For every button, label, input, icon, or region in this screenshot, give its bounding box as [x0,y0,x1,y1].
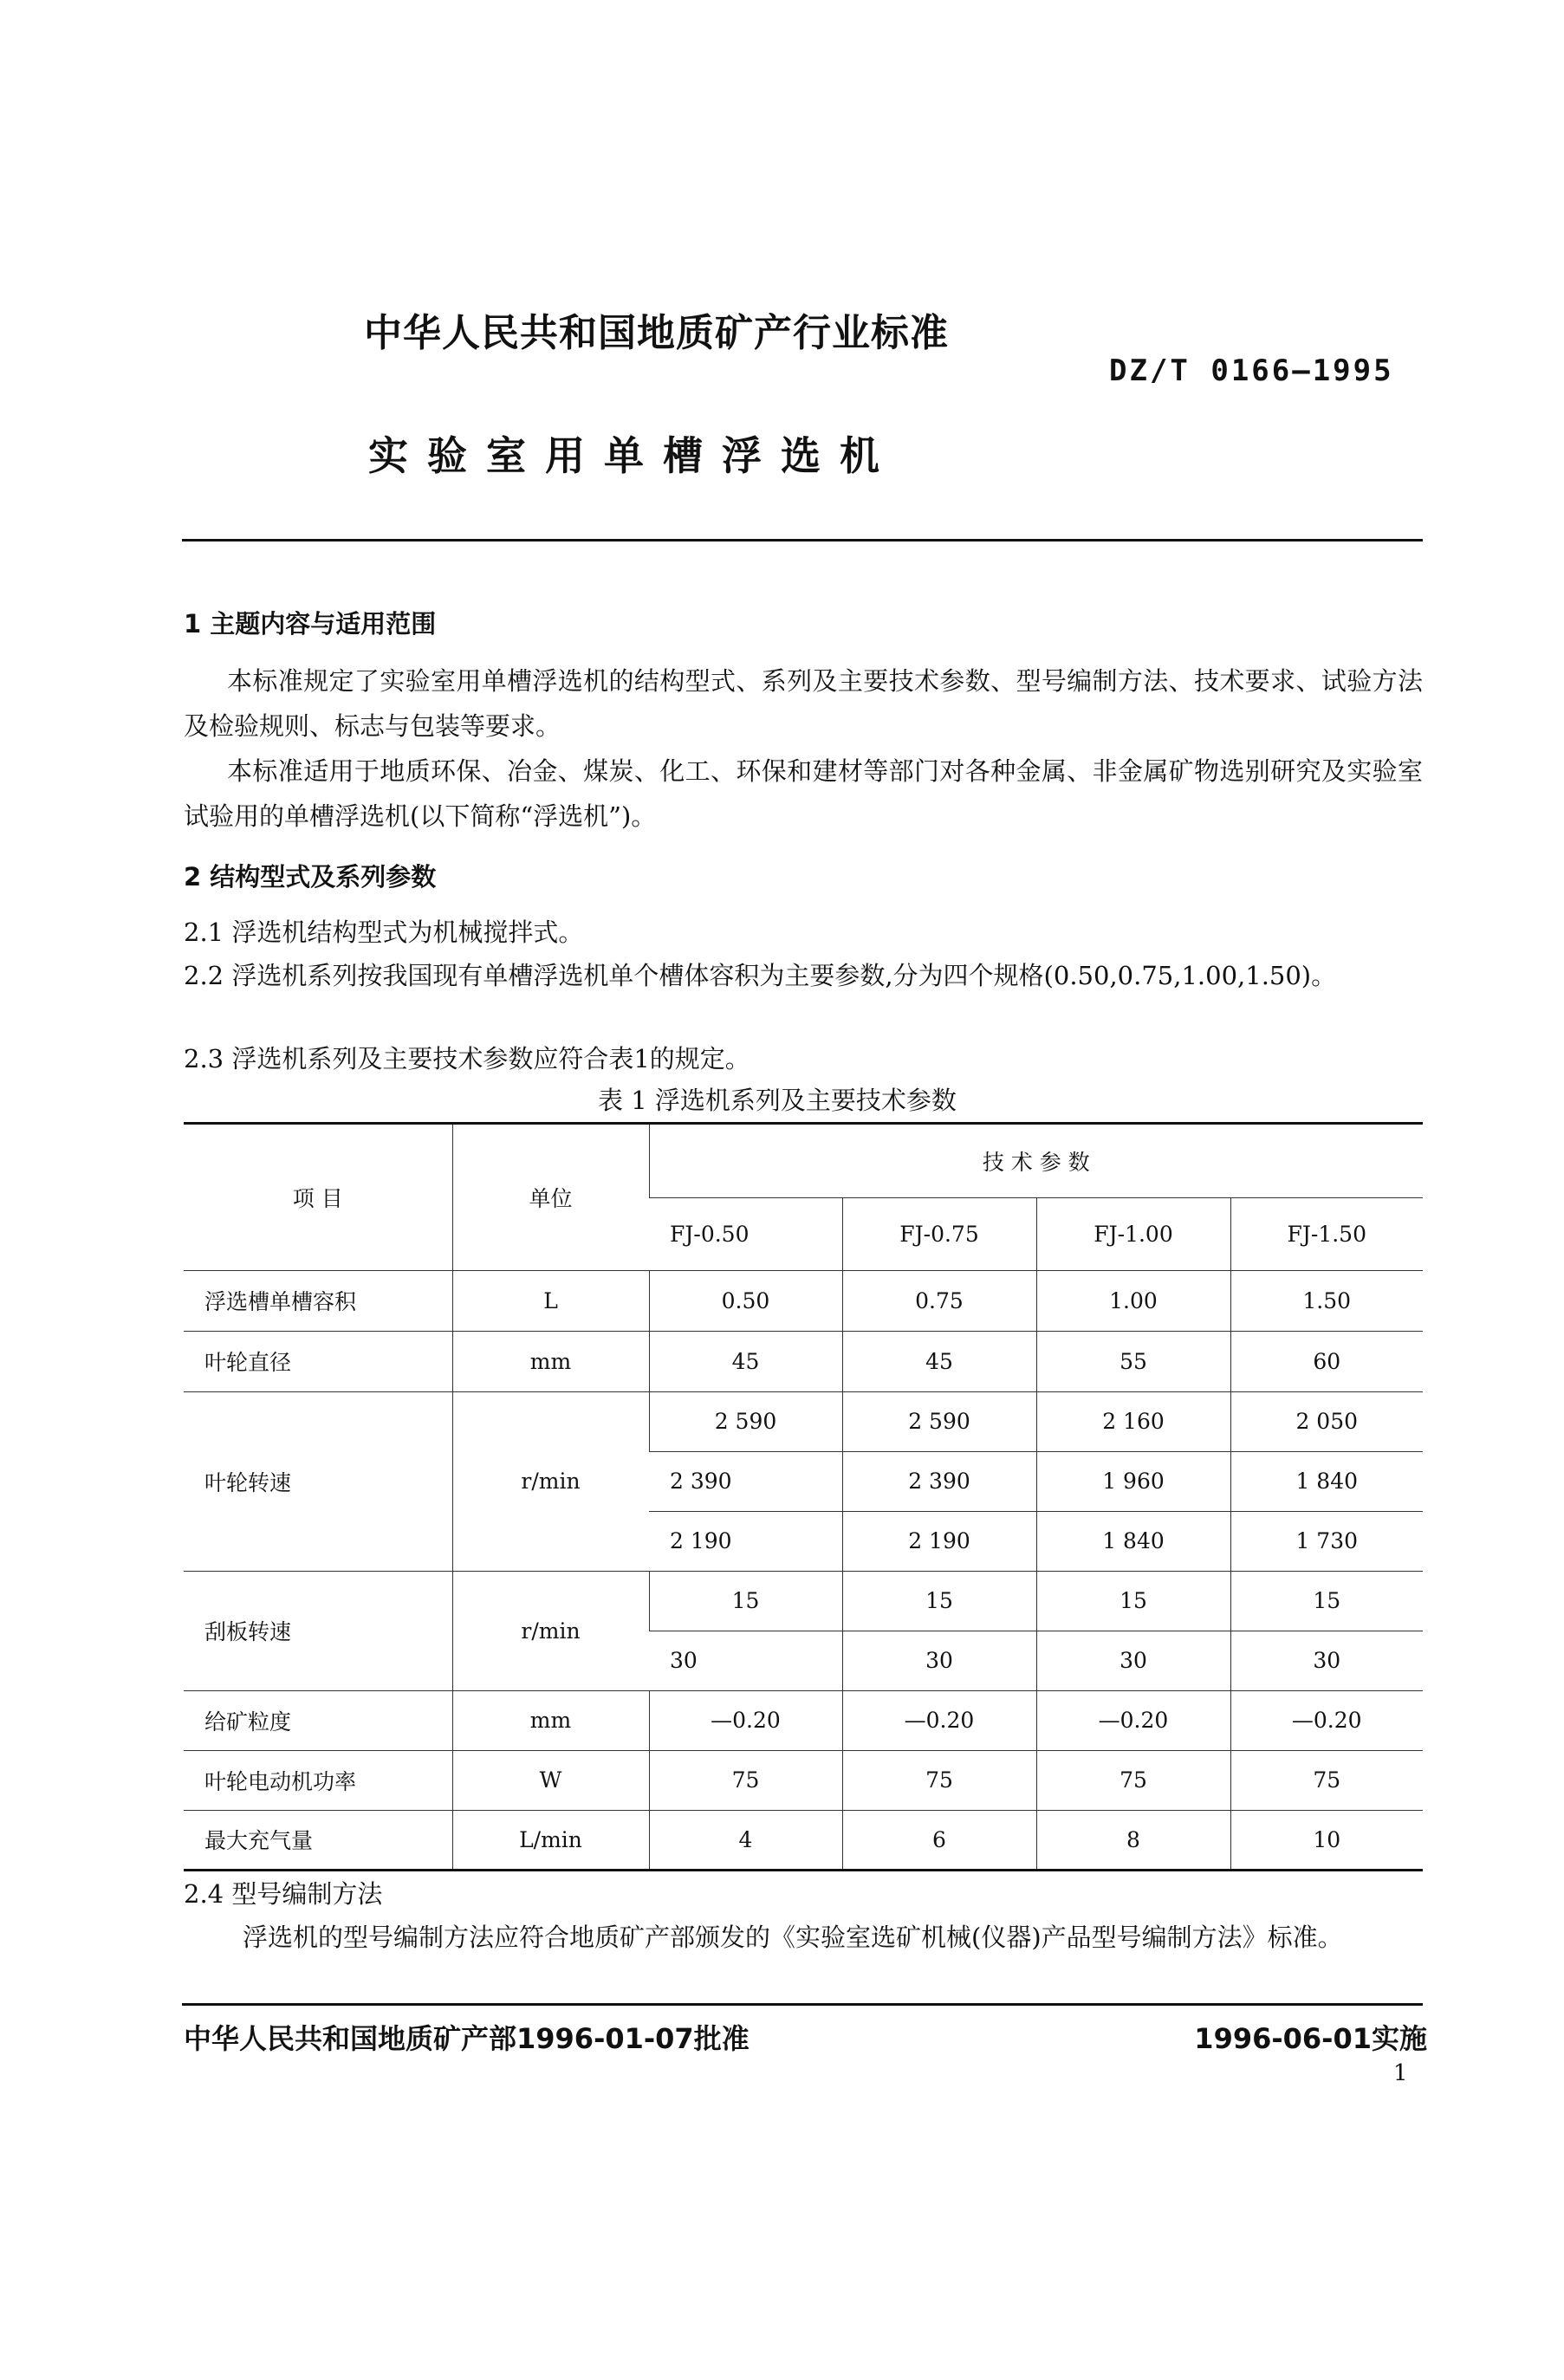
value-cell: 15 [1036,1571,1230,1631]
value-cell: 75 [649,1750,842,1810]
value-cell: 10 [1230,1810,1423,1870]
standard-title: 中华人民共和国地质矿产行业标准 [364,311,949,355]
value-cell: 1 840 [1036,1511,1230,1571]
value-cell: 1 730 [1230,1511,1423,1571]
section-2-heading: 2 结构型式及系列参数 [184,862,437,892]
table-row [184,1690,1423,1750]
value-cell: 75 [1036,1750,1230,1810]
row-label: 最大充气量 [184,1810,452,1870]
value-cell: 1.00 [1036,1270,1230,1331]
clause-2-3: 2.3 浮选机系列及主要技术参数应符合表1的规定。 [184,1044,750,1073]
table-row [184,1331,1423,1391]
header-tech-params: 技 术 参 数 [649,1125,1423,1197]
value-cell: 8 [1036,1810,1230,1870]
value-cell: 45 [649,1331,842,1391]
standard-code: DZ/T 0166—1995 [1109,353,1394,388]
clause-2-4-paragraph: 浮选机的型号编制方法应符合地质矿产部颁发的《实验室选矿机械(仪器)产品型号编制方法》标准。 [243,1923,1343,1952]
section-1-paragraph-1: 本标准规定了实验室用单槽浮选机的结构型式、系列及主要技术参数、型号编制方法、技术要求、试验方法及检验规则、标志与包装等要求。 [184,666,1423,741]
row-label: 叶轮转速 [184,1391,452,1571]
value-cell: 4 [649,1810,842,1870]
row-unit: W [452,1750,649,1810]
value-cell: 0.50 [649,1270,842,1331]
document-title: 实验室用单槽浮选机 [368,432,899,479]
model-cell: FJ-1.50 [1230,1197,1423,1270]
row-unit: L/min [452,1810,649,1870]
footer-rule [182,2003,1423,2006]
row-label: 给矿粒度 [184,1690,452,1750]
value-cell: 1 960 [1036,1451,1230,1511]
table-row [184,1750,1423,1810]
row-unit: mm [452,1331,649,1391]
model-cell: FJ-1.00 [1036,1197,1230,1270]
value-cell: 75 [1230,1750,1423,1810]
value-cell: 75 [842,1750,1036,1810]
row-label: 叶轮电动机功率 [184,1750,452,1810]
value-cell: 30 [1036,1631,1230,1690]
value-cell: 30 [649,1631,842,1690]
table-row [184,1571,1423,1631]
table-row [184,1270,1423,1331]
row-label: 叶轮直径 [184,1331,452,1391]
value-cell: 0.75 [842,1270,1036,1331]
model-cell: FJ-0.50 [649,1197,842,1270]
value-cell: 2 590 [649,1391,842,1451]
value-cell: 2 050 [1230,1391,1423,1451]
table-row [184,1810,1423,1870]
value-cell: 1.50 [1230,1270,1423,1331]
value-cell: 15 [649,1571,842,1631]
row-unit: mm [452,1690,649,1750]
effective-date: 1996-06-01实施 [1194,2022,1427,2055]
clause-2-1: 2.1 浮选机结构型式为机械搅拌式。 [184,918,584,947]
row-label: 浮选槽单槽容积 [184,1270,452,1331]
header-item: 项 目 [184,1125,452,1270]
value-cell: 15 [842,1571,1036,1631]
page-number: 1 [1393,2060,1408,2086]
parameters-table [184,1125,1423,1871]
clause-2-4-heading: 2.4 型号编制方法 [184,1879,383,1909]
row-label: 刮板转速 [184,1571,452,1690]
model-cell: FJ-0.75 [842,1197,1036,1270]
value-cell: —0.20 [842,1690,1036,1750]
table-row [184,1391,1423,1451]
value-cell: 2 390 [842,1451,1036,1511]
title-rule [182,539,1423,541]
approval-date: 中华人民共和国地质矿产部1996-01-07批准 [184,2022,750,2055]
value-cell: 60 [1230,1331,1423,1391]
header-unit: 单位 [452,1125,649,1270]
value-cell: —0.20 [1230,1690,1423,1750]
row-unit: L [452,1270,649,1331]
value-cell: 2 390 [649,1451,842,1511]
value-cell: 6 [842,1810,1036,1870]
value-cell: 2 190 [842,1511,1036,1571]
row-unit: r/min [452,1571,649,1690]
value-cell: 2 190 [649,1511,842,1571]
value-cell: 30 [1230,1631,1423,1690]
clause-2-2: 2.2 浮选机系列按我国现有单槽浮选机单个槽体容积为主要参数,分为四个规格(0.50,0.75,1.00,1.50)。 [184,961,1337,990]
value-cell: 2 590 [842,1391,1036,1451]
value-cell: —0.20 [1036,1690,1230,1750]
table-1-caption: 表 1 浮选机系列及主要技术参数 [598,1086,957,1115]
value-cell: 15 [1230,1571,1423,1631]
value-cell: 2 160 [1036,1391,1230,1451]
value-cell: 45 [842,1331,1036,1391]
value-cell: 55 [1036,1331,1230,1391]
value-cell: —0.20 [649,1690,842,1750]
value-cell: 30 [842,1631,1036,1690]
value-cell: 1 840 [1230,1451,1423,1511]
row-unit: r/min [452,1391,649,1571]
table-header-row [184,1125,1423,1197]
section-1-paragraph-2: 本标准适用于地质环保、冶金、煤炭、化工、环保和建材等部门对各种金属、非金属矿物选别研究及实验室试验用的单槽浮选机(以下简称“浮选机”)。 [184,756,1423,831]
section-1-heading: 1 主题内容与适用范围 [184,609,437,639]
